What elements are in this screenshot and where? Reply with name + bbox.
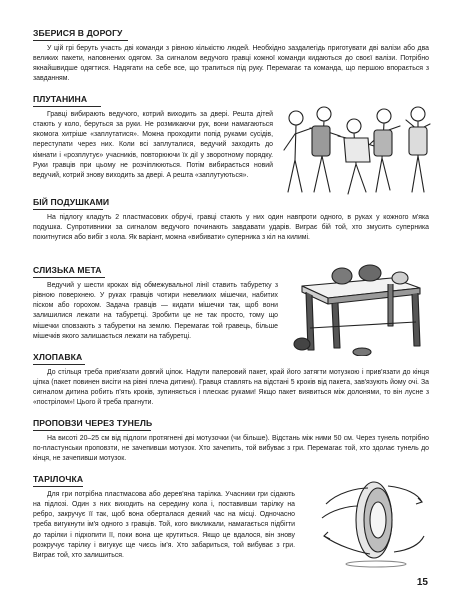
section-title: ХЛОПАВКА bbox=[33, 352, 83, 362]
title-underline bbox=[33, 430, 151, 431]
section-title: БІЙ ПОДУШКАМИ bbox=[33, 197, 110, 207]
stool-with-sandbags-illustration bbox=[292, 256, 428, 356]
section-title: ПЛУТАНИНА bbox=[33, 94, 88, 104]
section-text: На висоті 20–25 см від підлоги протягнені дві мотузочки (чи більше). Відстань між ними 50 см. Через тунель потрібно по-пластунськи проповзти, не зачепивши мотузок. Хто зачепить, той вибуває з гри. Перемагає той, хто здолає тунель до кінця, не зачепивши мотузок. bbox=[33, 435, 429, 463]
section-title: СЛИЗЬКА МЕТА bbox=[33, 265, 102, 275]
section-title: ПРОПОВЗИ ЧЕРЕЗ ТУНЕЛЬ bbox=[33, 418, 153, 428]
section-title: ТАРІЛОЧКА bbox=[33, 474, 84, 484]
title-underline bbox=[33, 106, 101, 107]
title-underline bbox=[33, 486, 83, 487]
children-circle-illustration bbox=[282, 100, 432, 200]
section-text: Гравці вибирають ведучого, котрий виходить за двері. Решта дітей стають у коло, беруться за руки. Не розмикаючи рук, вони намагаються якомога хитріше «заплутатися». Можна проходити попід руками сусідів, переступати через них. Коли всі заплуталися, ведучий заходить до кімнати і «розплутує» учасників, повторюючи їх дії у зворотному порядку. Руки гравців при цьому не розчіплюються. Потім вибирається новий ведучий, котрий знову виходить за двері. А решта «заплутуються». bbox=[33, 111, 273, 179]
section-text: Ведучий у шести кроках від обмежувальної лінії ставить табуретку з рівною поверхнею. У руках гравців чотири невеликих мішечки, набитих піском або горохом. Задача гравців — кидати мішечки так, щоб вони залишилися лежати на табуретці. Зробити це не так просто, тому що мішечки сповзають з табуретки на землю. Перемагає той гравець, більше мішечків якого залишається лежати на табуретці. bbox=[33, 282, 278, 340]
title-underline bbox=[33, 40, 128, 41]
page-number: 15 bbox=[416, 577, 428, 588]
section-text: На підлогу кладуть 2 пластмасових обручі, гравці стають у них один навпроти одного, в руках у кожного м'яка подушка. Супротивники за сигналом ведучого починають завдавати ударів. Виграє бій той, хто змусить суперника похитнутися або вибіг з кола. Як варіант, можна «вибивати» суперника з кіл на килимі. bbox=[33, 214, 429, 242]
title-underline bbox=[33, 364, 85, 365]
section-title: ЗБЕРИСЯ В ДОРОГУ bbox=[33, 28, 123, 38]
spinning-plate-illustration bbox=[318, 474, 428, 570]
section-text: У цій грі беруть участь дві команди з рівною кількістю людей. Необхідно заздалегідь приготувати дві валізи або два великих пакети, наповнених одягом. За сигналом ведучого гравці кожної команди кидаються до своєї валізи. Потрібно якнайшвидше одягтися. Надягати на себе все, що трапиться під руку. Перемагає та команда, що першою впорається з завданням. bbox=[33, 45, 429, 83]
title-underline bbox=[33, 277, 105, 278]
section-text: Для гри потрібна пластмасова або дерев'яна тарілка. Учасники гри сідають на підлозі. Один з них виходить на середину кола і, поставивши тарілку на ребро, закручує її так, щоб вона оберталася деякий час на місці. Одночасно треба вигукнути ім'я одного з гравців. Той, кого викликали, намагається підбігти до тарілки і підхопити її, поки вона ще крутиться. Якщо це вдалося, він знову розкручує тарілку і вигукує ще чиєсь ім'я. Хто забариться, той вибуває з гри. Виграє той, хто залишиться. bbox=[33, 491, 295, 559]
title-underline bbox=[33, 209, 103, 210]
section-text: До стільця треба прив'язати довгий ціпок. Надути паперовий пакет, край його затягти мотузкою і прив'язати до кінця ціпка (пакет повинен висіти на рівні плеча дитини). Гравця ставлять на відстані 5 кроків від пакета, зав'язують йому очі. За сигналом дитина робить п'ять кроків, зупиняється і плескає руками! Якщо пакет виявиться між долонями, то він лусне з «пострілом»! Цього й треба прагнути. bbox=[33, 369, 429, 407]
